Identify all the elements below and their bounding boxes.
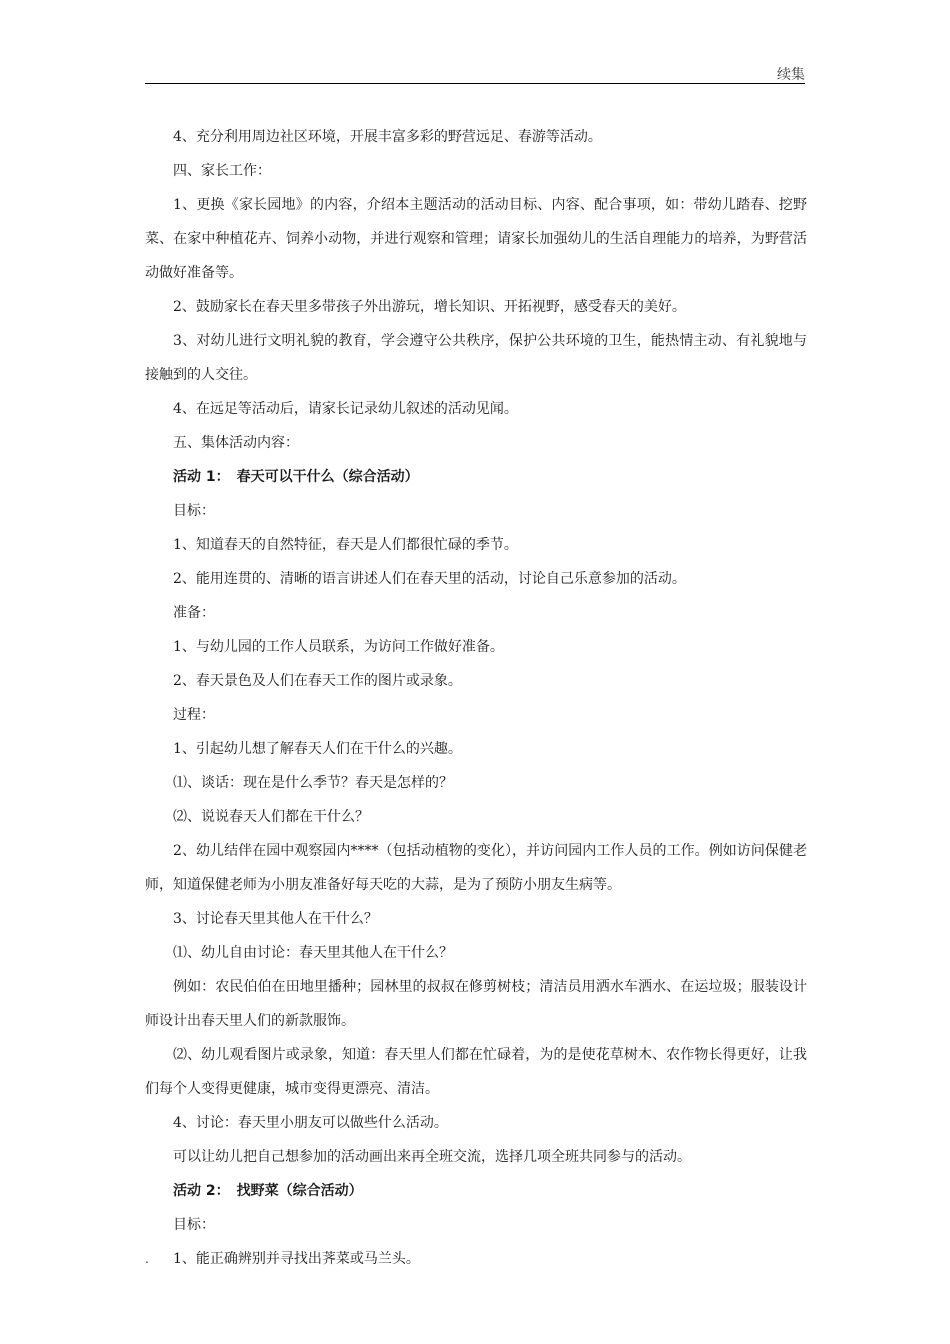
paragraph: 2、幼儿结伴在园中观察园内****（包括动植物的变化），并访问园内工作人员的工作。例如访问保健老师，知道保健老师为小朋友准备好每天吃的大蒜，是为了预防小朋友生病等。 — [145, 843, 807, 893]
paragraph: 2、能用连贯的、清晰的语言讲述人们在春天里的活动，讨论自己乐意参加的活动。 — [173, 571, 686, 587]
paragraph: 过程： — [173, 707, 215, 723]
activity-heading: 活动 1： 春天可以干什么（综合活动） — [173, 469, 419, 485]
paragraph: 准备： — [173, 605, 215, 621]
paragraph: ⑴、幼儿自由讨论：春天里其他人在干什么？ — [173, 945, 453, 961]
paragraph: 4、充分利用周边社区环境，开展丰富多彩的野营远足、春游等活动。 — [173, 129, 602, 145]
paragraph: 4、讨论：春天里小朋友可以做些什么活动。 — [173, 1115, 448, 1131]
paragraph: 4、在远足等活动后，请家长记录幼儿叙述的活动见闻。 — [173, 401, 518, 417]
paragraph: 2、春天景色及人们在春天工作的图片或录象。 — [173, 673, 462, 689]
running-header: 续集 — [777, 67, 805, 83]
paragraph: 3、对幼儿进行文明礼貌的教育，学会遵守公共秩序，保护公共环境的卫生，能热情主动、有礼貌地与接触到的人交往。 — [145, 333, 807, 383]
paragraph: 1、更换《家长园地》的内容，介绍本主题活动的活动目标、内容、配合事项，如：带幼儿踏春、挖野菜、在家中种植花卉、饲养小动物，并进行观察和管理；请家长加强幼儿的生活自理能力的培养，为野营活动做好准备等。 — [145, 197, 807, 281]
paragraph: 1、与幼儿园的工作人员联系，为访问工作做好准备。 — [173, 639, 504, 655]
paragraph: 五、集体活动内容： — [173, 435, 299, 451]
paragraph: 四、家长工作： — [173, 163, 271, 179]
paragraph: 目标： — [173, 503, 215, 519]
paragraph: 1、知道春天的自然特征，春天是人们都很忙碌的季节。 — [173, 537, 518, 553]
paragraph: 2、鼓励家长在春天里多带孩子外出游玩，增长知识、开拓视野，感受春天的美好。 — [173, 299, 686, 315]
activity-heading: 活动 2： 找野菜（综合活动） — [173, 1183, 363, 1199]
paragraph: ⑴、谈话：现在是什么季节？春天是怎样的？ — [173, 775, 453, 791]
footer-mark: . — [145, 1252, 149, 1266]
paragraph: 1、能正确辨别并寻找出荠菜或马兰头。 — [173, 1251, 420, 1267]
paragraph: ⑵、幼儿观看图片或录象，知道：春天里人们都在忙碌着，为的是使花草树木、农作物长得更好，让我们每个人变得更健康，城市变得更漂亮、清洁。 — [145, 1047, 807, 1097]
header-divider — [145, 83, 805, 84]
paragraph: 可以让幼儿把自己想参加的活动画出来再全班交流，选择几项全班共同参与的活动。 — [173, 1149, 691, 1165]
paragraph: 例如：农民伯伯在田地里播种；园林里的叔叔在修剪树枝；清洁员用洒水车洒水、在运垃圾；服装设计师设计出春天里人们的新款服饰。 — [145, 979, 807, 1029]
paragraph: 3、讨论春天里其他人在干什么？ — [173, 911, 378, 927]
paragraph: 目标： — [173, 1217, 215, 1233]
document-body — [145, 120, 807, 1276]
paragraph: 1、引起幼儿想了解春天人们在干什么的兴趣。 — [173, 741, 462, 757]
paragraph: ⑵、说说春天人们都在干什么？ — [173, 809, 369, 825]
